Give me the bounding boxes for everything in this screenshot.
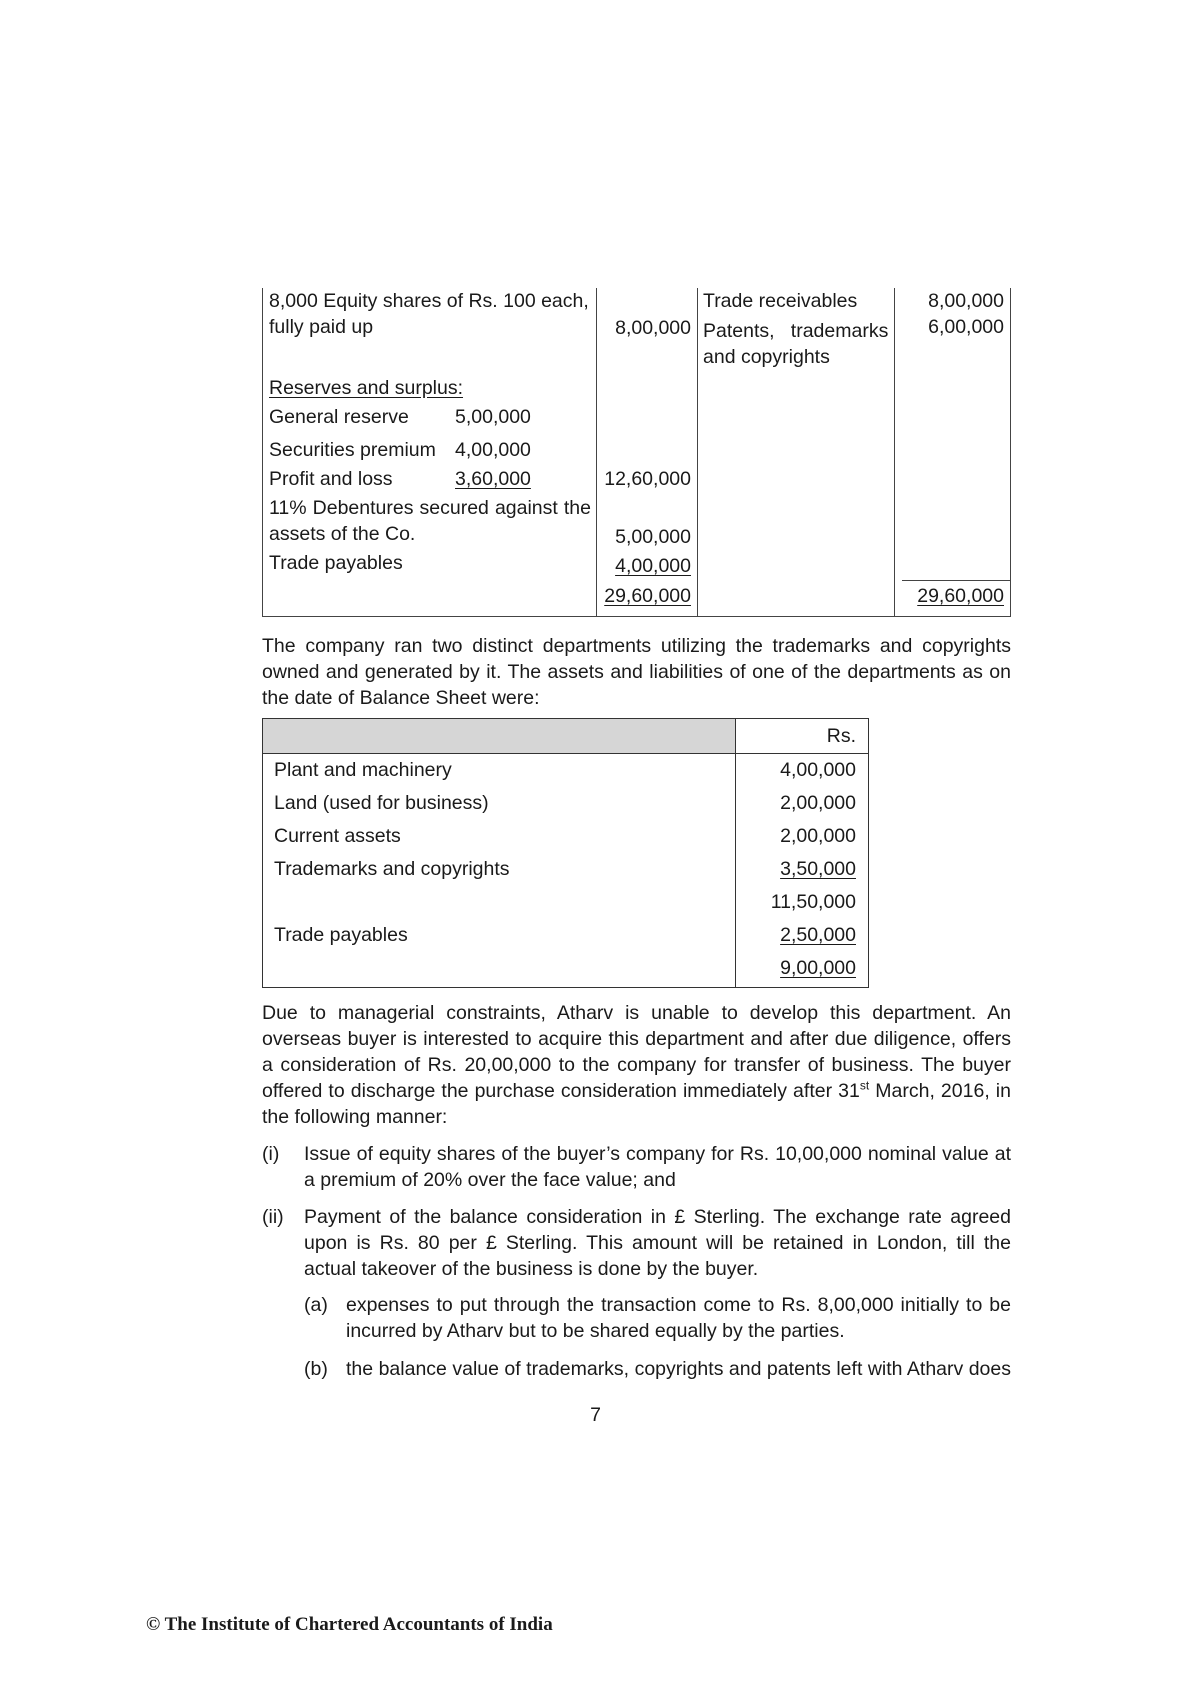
patents-amount: 6,00,000 xyxy=(928,316,1004,338)
general-reserve-amount: 5,00,000 xyxy=(455,406,531,428)
table-row-label: Plant and machinery xyxy=(274,759,452,781)
reserves-heading: Reserves and surplus: xyxy=(269,377,464,399)
currency-header: Rs. xyxy=(826,725,856,747)
equity-line-1: 8,000 Equity shares of Rs. 100 each, xyxy=(269,290,589,312)
list-marker: (ii) xyxy=(262,1206,284,1228)
list-item-text: Issue of equity shares of the buyer’s company for Rs. 10,00,000 nominal value at a premium of 20% over the face value; and xyxy=(304,1143,1011,1191)
sub-list-item xyxy=(304,1356,1011,1382)
page-number: 7 xyxy=(590,1404,601,1426)
securities-premium-label: Securities premium xyxy=(269,439,436,461)
table-row-label: Trade payables xyxy=(274,924,408,946)
trade-receivables-label: Trade receivables xyxy=(703,290,858,312)
equity-amount: 8,00,000 xyxy=(615,317,691,339)
securities-premium-amount: 4,00,000 xyxy=(455,439,531,461)
superscript-st: st xyxy=(859,1078,870,1093)
table-row-label: Current assets xyxy=(274,825,401,847)
debentures-amount: 5,00,000 xyxy=(615,526,691,548)
table-row-label: Land (used for business) xyxy=(274,792,489,814)
department-assets-table xyxy=(262,718,869,988)
list-marker: (b) xyxy=(304,1358,328,1380)
list-item-text: Payment of the balance consideration in £ Sterling. The exchange rate agreed upon is Rs. 80 per £ Sterling. This amount will be retained in London, till the actual takeover of the business is done by the buyer. xyxy=(304,1206,1011,1280)
intro-paragraph: The company ran two distinct departments utilizing the trademarks and copyrights owned and generated by it. The assets and liabilities of one of the departments as on the date of Balance Sheet were: xyxy=(262,635,1011,709)
list-item-text: expenses to put through the transaction come to Rs. 8,00,000 initially to be incurred by Atharv but to be shared equally by the parties. xyxy=(346,1294,1011,1342)
table-row-amount: 9,00,000 xyxy=(780,957,856,979)
list-marker: (a) xyxy=(304,1294,328,1316)
debentures-line-2: assets of the Co. xyxy=(269,523,416,545)
main-paragraph-text: Due to managerial constraints, Atharv is unable to develop this department. An overseas buyer is interested to acquire this department and after due diligence, offers a consideration of Rs. 20,00,000 to the company for transfer of business. The buyer offered to discharge the purchase consideration immediately after 31 xyxy=(262,1002,1011,1102)
profit-loss-label: Profit and loss xyxy=(269,468,393,490)
balance-sheet-table xyxy=(262,288,1011,617)
profit-loss-amount: 3,60,000 xyxy=(455,468,531,490)
table-row-amount: 2,50,000 xyxy=(780,924,856,946)
debentures-line-1: 11% Debentures secured against the xyxy=(269,497,591,519)
liabilities-total: 29,60,000 xyxy=(604,585,691,607)
list-item xyxy=(262,1141,1011,1193)
main-paragraph xyxy=(262,1000,1011,1130)
copyright-footer: © The Institute of Chartered Accountants of India xyxy=(146,1614,553,1635)
table-row-label: Trademarks and copyrights xyxy=(274,858,510,880)
table-row-amount: 2,00,000 xyxy=(780,825,856,847)
general-reserve-label: General reserve xyxy=(269,406,409,428)
list-item-text: the balance value of trademarks, copyrights and patents left with Atharv does xyxy=(346,1358,1011,1380)
list-item xyxy=(262,1204,1011,1282)
sub-list-item xyxy=(304,1292,1011,1344)
assets-total: 29,60,000 xyxy=(917,585,1004,607)
trade-receivables-amount: 8,00,000 xyxy=(928,290,1004,312)
patents-line-2: and copyrights xyxy=(703,346,830,368)
trade-payables-label: Trade payables xyxy=(269,552,403,574)
table-row-amount: 3,50,000 xyxy=(780,858,856,880)
patents-line-1: Patents, trademarks xyxy=(703,320,889,342)
list-marker: (i) xyxy=(262,1143,280,1165)
table-row-amount: 11,50,000 xyxy=(770,891,856,913)
trade-payables-amount: 4,00,000 xyxy=(615,555,691,577)
reserves-total: 12,60,000 xyxy=(604,468,691,490)
equity-line-2: fully paid up xyxy=(269,316,374,338)
main-paragraph-text-end: March, 2016, in the following manner: xyxy=(262,1080,1011,1128)
table-row-amount: 2,00,000 xyxy=(780,792,856,814)
table-row-amount: 4,00,000 xyxy=(780,759,856,781)
